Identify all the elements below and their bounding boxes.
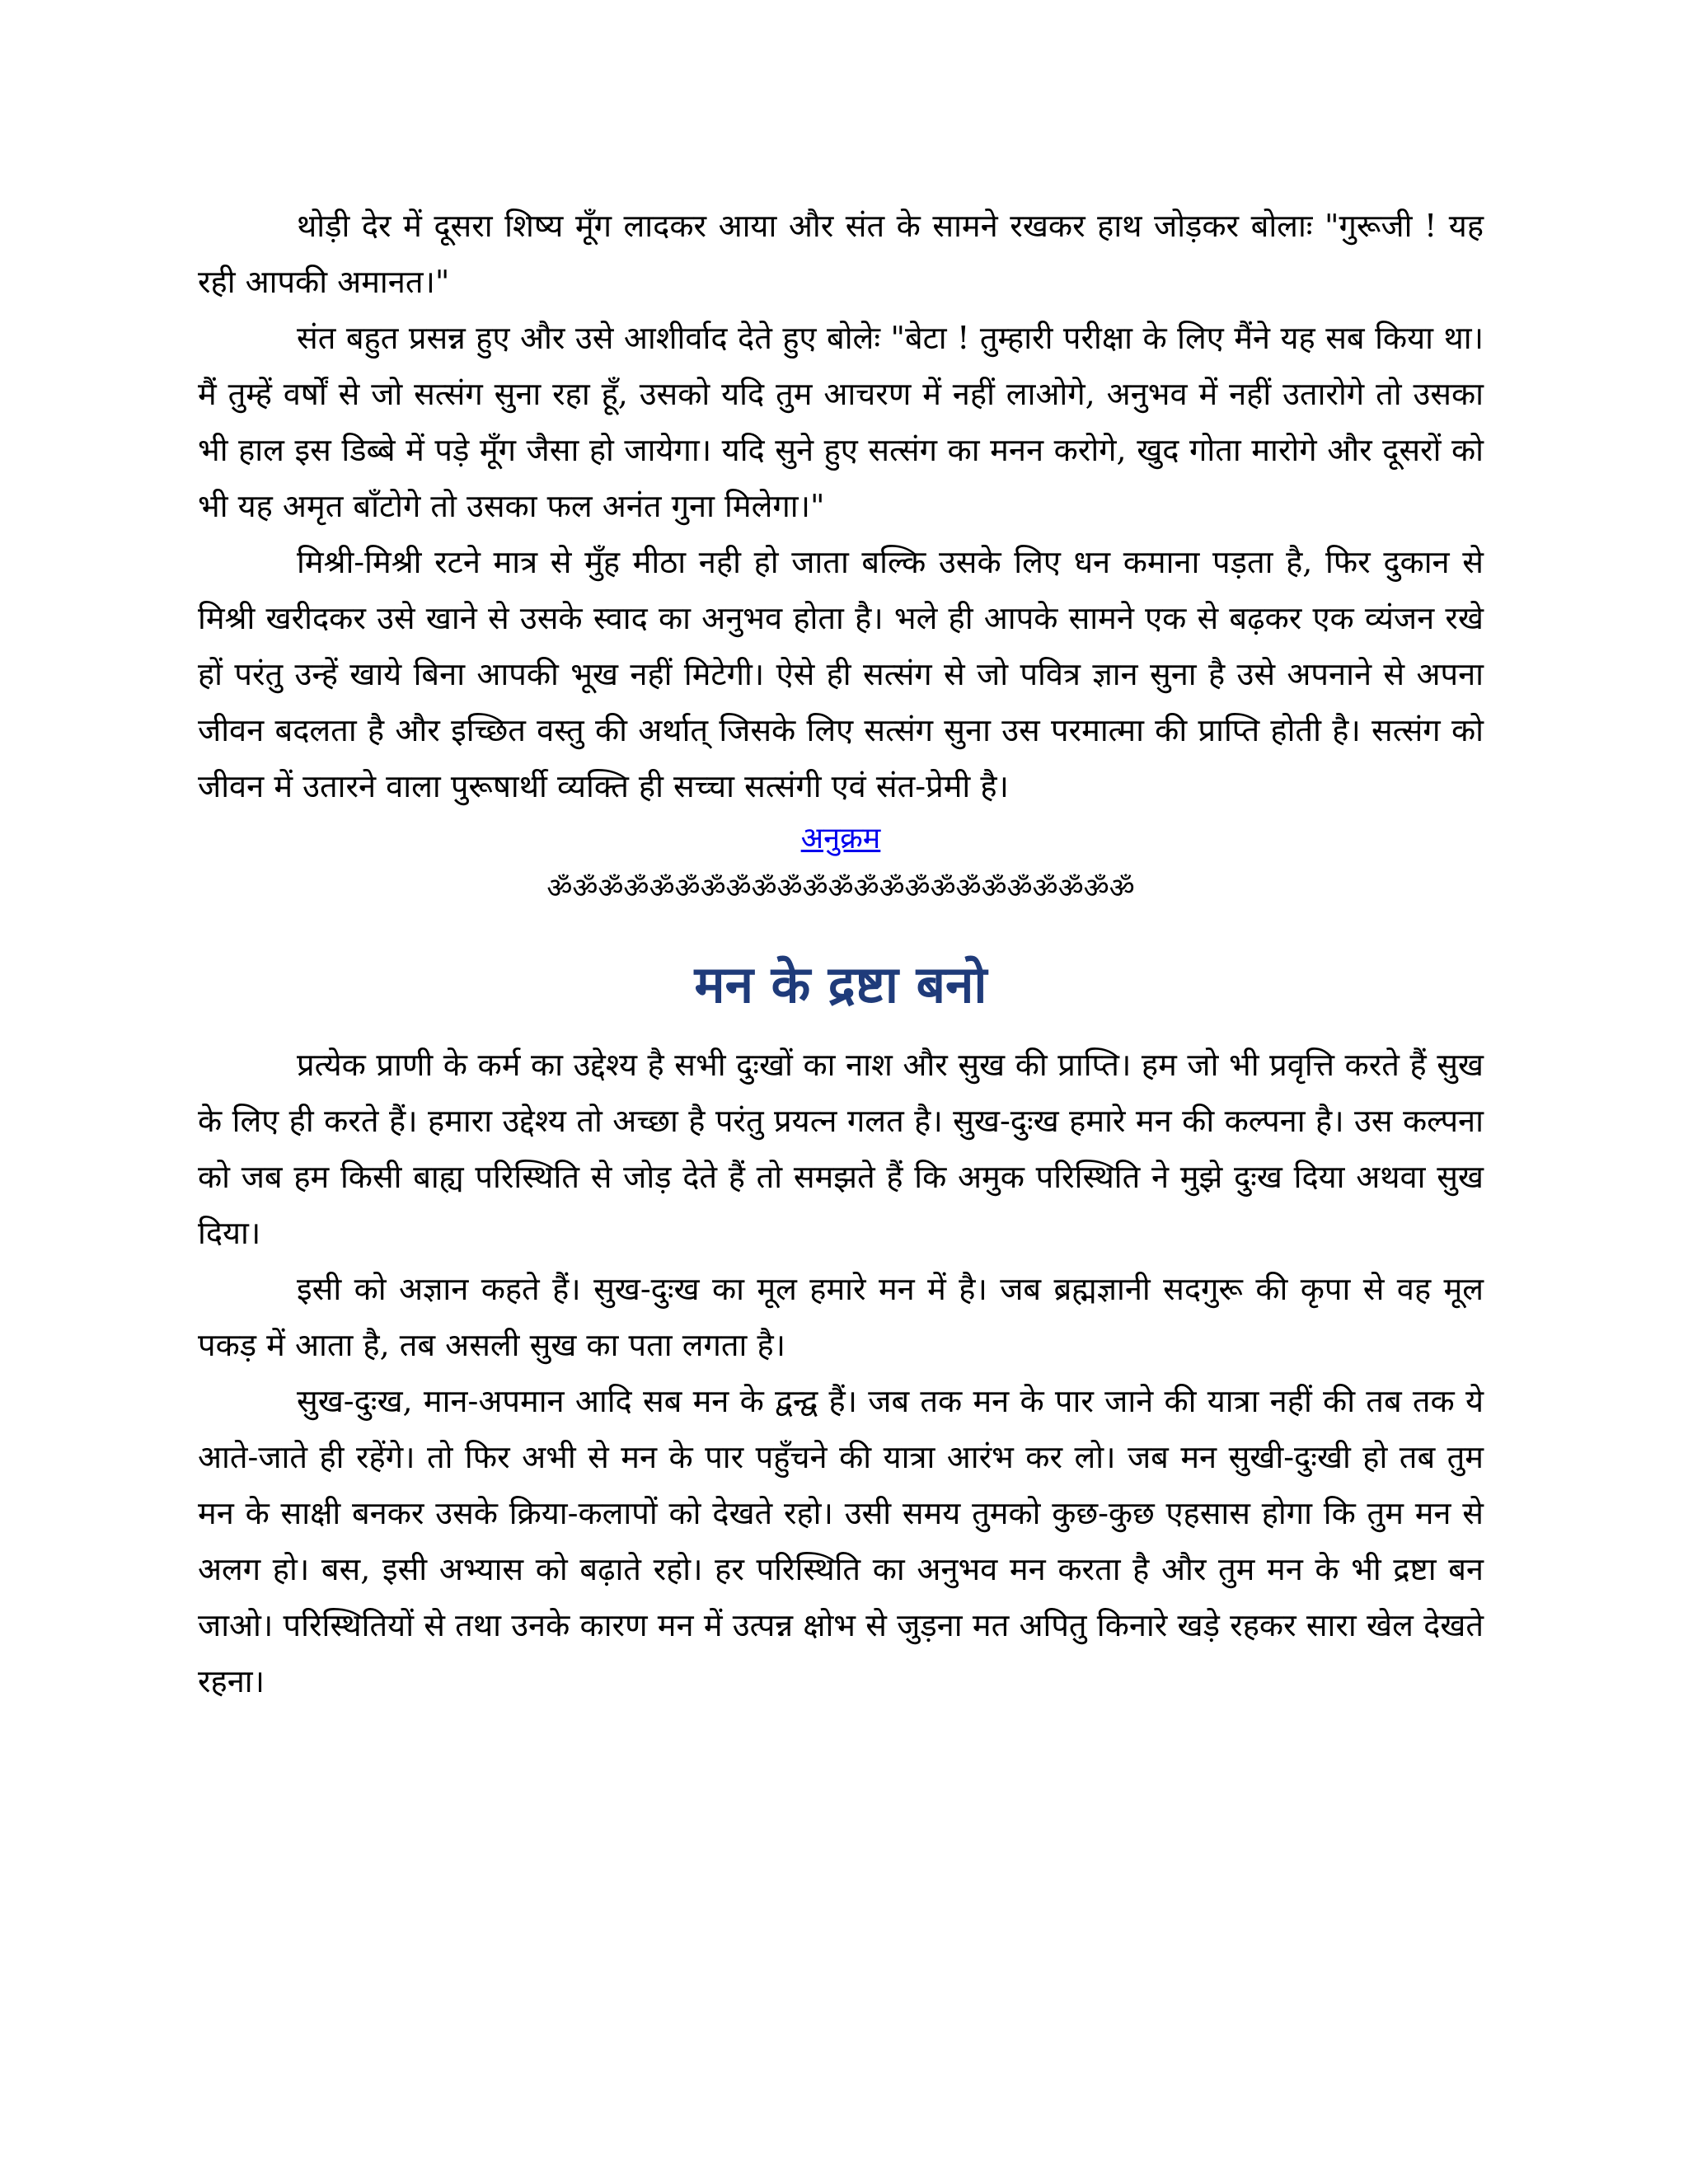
section-paragraph-3: सुख-दुःख, मान-अपमान आदि सब मन के द्वन्द्व हैं। जब तक मन के पार जाने की यात्रा नहीं की तब तक ये आते-जाते ही रहेंगे। तो फिर अभी से मन के पार पहुँचने की यात्रा आरंभ कर लो। जब मन सुखी-दुःखी हो तब तुम मन के साक्षी बनकर उसके क्रिया-कलापों को देखते रहो। उसी समय तुमको कुछ-कुछ एहसास होगा कि तुम मन से अलग हो। बस, इसी अभ्यास को बढ़ाते रहो। हर परिस्थिति का अनुभव मन करता है और तुम मन के भी द्रष्टा बन जाओ। परिस्थितियों से तथा उनके कारण मन में उत्पन्न क्षोभ से जुड़ना मत अपितु किनारे खड़े रहकर सारा खेल देखते रहना। <box>198 1383 1484 1699</box>
index-link[interactable]: अनुक्रम <box>800 822 881 855</box>
section-paragraph-2: इसी को अज्ञान कहते हैं। सुख-दुःख का मूल हमारे मन में है। जब ब्रह्मज्ञानी सदगुरू की कृपा से वह मूल पकड़ में आता है, तब असली सुख का पता लगता है। <box>198 1271 1484 1363</box>
story-paragraph-2: संत बहुत प्रसन्न हुए और उसे आशीर्वाद देते हुए बोलेः "बेटा ! तुम्हारी परीक्षा के लिए मैंने यह सब किया था। मैं तुम्हें वर्षों से जो सत्संग सुना रहा हूँ, उसको यदि तुम आचरण में नहीं लाओगे, अनुभव में नहीं उतारोगे तो उसका भी हाल इस डिब्बे में पड़े मूँग जैसा हो जायेगा। यदि सुने हुए सत्संग का मनन करोगे, खुद गोता मारोगे और दूसरों को भी यह अमृत बाँटोगे तो उसका फल अनंत गुना मिलेगा।" <box>198 320 1484 524</box>
section-paragraph-1: प्रत्येक प्राणी के कर्म का उद्देश्य है सभी दुःखों का नाश और सुख की प्राप्ति। हम जो भी प्रवृत्ति करते हैं सुख के लिए ही करते हैं। हमारा उद्देश्य तो अच्छा है परंतु प्रयत्न गलत है। सुख-दुःख हमारे मन की कल्पना है। उस कल्पना को जब हम किसी बाह्य परिस्थिति से जोड़ देते हैं तो समझते हैं कि अमुक परिस्थिति ने मुझे दुःख दिया अथवा सुख दिया। <box>198 1047 1484 1251</box>
story-paragraph-1: थोड़ी देर में दूसरा शिष्य मूँग लादकर आया और संत के सामने रखकर हाथ जोड़कर बोलाः "गुरूजी ! यह रही आपकी अमानत।" <box>198 208 1484 300</box>
story-paragraph-3: मिश्री-मिश्री रटने मात्र से मुँह मीठा नही हो जाता बल्कि उसके लिए धन कमाना पड़ता है, फिर दुकान से मिश्री खरीदकर उसे खाने से उसके स्वाद का अनुभव होता है। भले ही आपके सामने एक से बढ़कर एक व्यंजन रखे हों परंतु उन्हें खाये बिना आपकी भूख नहीं मिटेगी। ऐसे ही सत्संग से जो पवित्र ज्ञान सुना है उसे अपनाने से अपना जीवन बदलता है और इच्छित वस्तु की अर्थात् जिसके लिए सत्संग सुना उस परमात्मा की प्राप्ति होती है। सत्संग को जीवन में उतारने वाला पुरूषार्थी व्यक्ति ही सच्चा सत्संगी एवं संत-प्रेमी है। <box>198 544 1484 804</box>
om-separator: ॐॐॐॐॐॐॐॐॐॐॐॐॐॐॐॐॐॐॐॐॐॐॐ <box>546 872 1135 905</box>
document-page <box>198 198 1484 1709</box>
section-title: मन के द्रष्टा बनो <box>694 954 987 1015</box>
index-link-row <box>198 814 1484 862</box>
